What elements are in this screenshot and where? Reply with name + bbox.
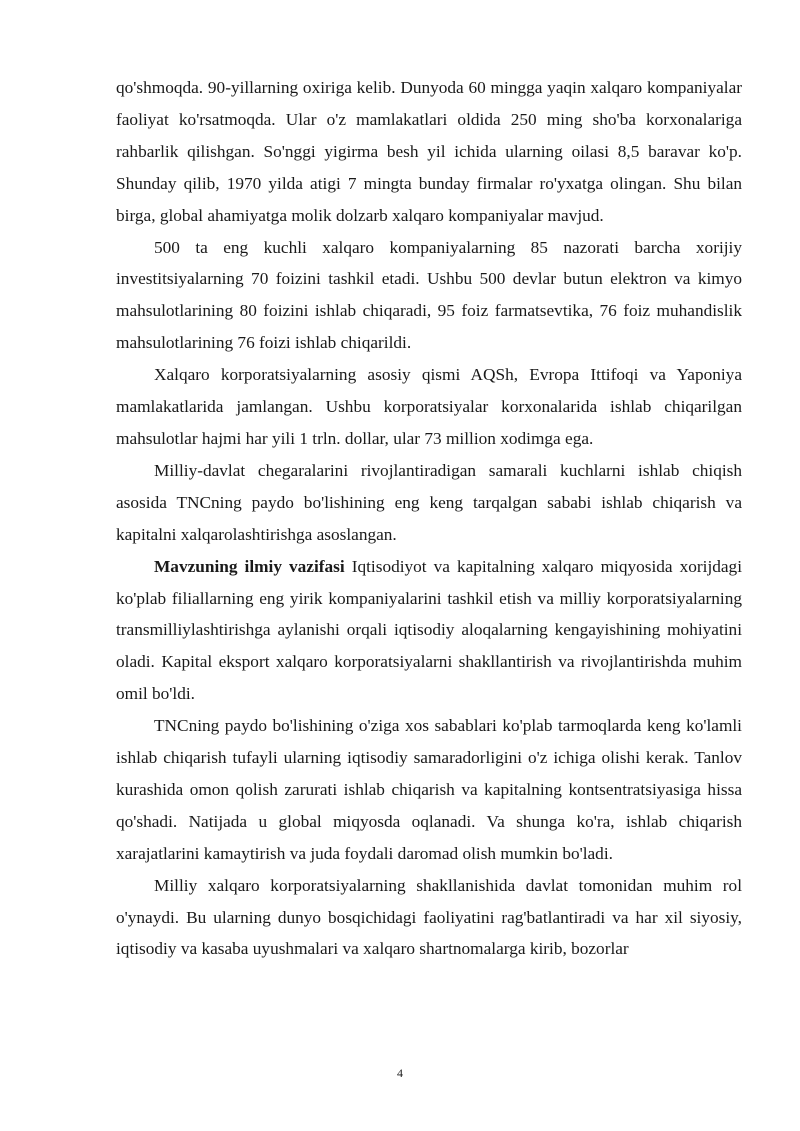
paragraph-6 xyxy=(116,710,742,870)
paragraph-6-text: TNCning paydo bo'lishining o'ziga xos sabablari ko'plab tarmoqlarda keng ko'lamli ishlab chiqarish tufayli ularning iqtisodiy samaradorligini o'z ichiga olishi kerak. Tanlov kurashida omon qolish zarurati ishlab chiqarish va kapitalning kontsentratsiyasiga hissa qo'shadi. Natijada u global miqyosda oqlanadi. Va shunga ko'ra, ishlab chiqarish xarajatlarini kamaytirish va juda foydali daromad olish mumkin bo'ladi. xyxy=(116,716,742,863)
paragraph-2 xyxy=(116,232,742,360)
paragraph-2-text: 500 ta eng kuchli xalqaro kompaniyalarning 85 nazorati barcha xorijiy investitsiyalarning 70 foizini tashkil etadi. Ushbu 500 devlar butun elektron va kimyo mahsulotlarining 80 foizini ishlab chiqaradi, 95 foiz farmatsevtika, 76 foiz muhandislik mahsulotlarining 76 foizi ishlab chiqarildi. xyxy=(116,237,742,353)
page-number: 4 xyxy=(397,1066,403,1080)
paragraph-5 xyxy=(116,551,742,711)
paragraph-4-text: Milliy-davlat chegaralarini rivojlantiradigan samarali kuchlarni ishlab chiqish asosida TNCning paydo bo'lishining eng keng tarqalgan sababi ishlab chiqarish va kapitalni xalqarolashtirishga asoslangan. xyxy=(116,460,742,544)
paragraph-5-bold-lead: Mavzuning ilmiy vazifasi xyxy=(154,556,345,576)
body-text xyxy=(116,72,742,965)
paragraph-7-text: Milliy xalqaro korporatsiyalarning shakllanishida davlat tomonidan muhim rol o'ynaydi. Bu ularning dunyo bosqichidagi faoliyatini rag'batlantiradi va har xil siyosiy, iqtisodiy va kasaba uyushmalari va xalqaro shartnomalarga kirib, bozorlar xyxy=(116,875,742,959)
paragraph-1 xyxy=(116,72,742,232)
paragraph-3 xyxy=(116,359,742,455)
paragraph-3-text: Xalqaro korporatsiyalarning asosiy qismi AQSh, Evropa Ittifoqi va Yaponiya mamlakatlarida jamlangan. Ushbu korporatsiyalar korxonalarida ishlab chiqarilgan mahsulotlar hajmi har yili 1 trln. dollar, ular 73 million xodimga ega. xyxy=(116,365,742,448)
paragraph-1-text: qo'shmoqda. 90-yillarning oxiriga kelib. Dunyoda 60 mingga yaqin xalqaro kompaniyalar faoliyat ko'rsatmoqda. Ular o'z mamlakatlari oldida 250 ming sho'ba korxonalariga rahbarlik qilishgan. So'nggi yigirma besh yil ichida ularning oilasi 8,5 baravar ko'p. Shunday qilib, 1970 yilda atigi 7 mingta bunday firmalar ro'yxatga olingan. Shu bilan birga, global ahamiyatga molik dolzarb xalqaro kompaniyalar mavjud. xyxy=(116,78,742,225)
paragraph-4 xyxy=(116,455,742,551)
paragraph-7 xyxy=(116,870,742,966)
paragraph-5-text: Iqtisodiyot va kapitalning xalqaro miqyosida xorijdagi ko'plab filiallarning eng yirik kompaniyalarini tashkil etish va milliy korporatsiyalarning transmilliylashtirishga aylanishi orqali iqtisodiy aloqalarning kengayishining mohiyatini oladi. Kapital eksport xalqaro korporatsiyalarni shakllantirish va rivojlantirishda muhim omil bo'ldi. xyxy=(116,556,742,704)
